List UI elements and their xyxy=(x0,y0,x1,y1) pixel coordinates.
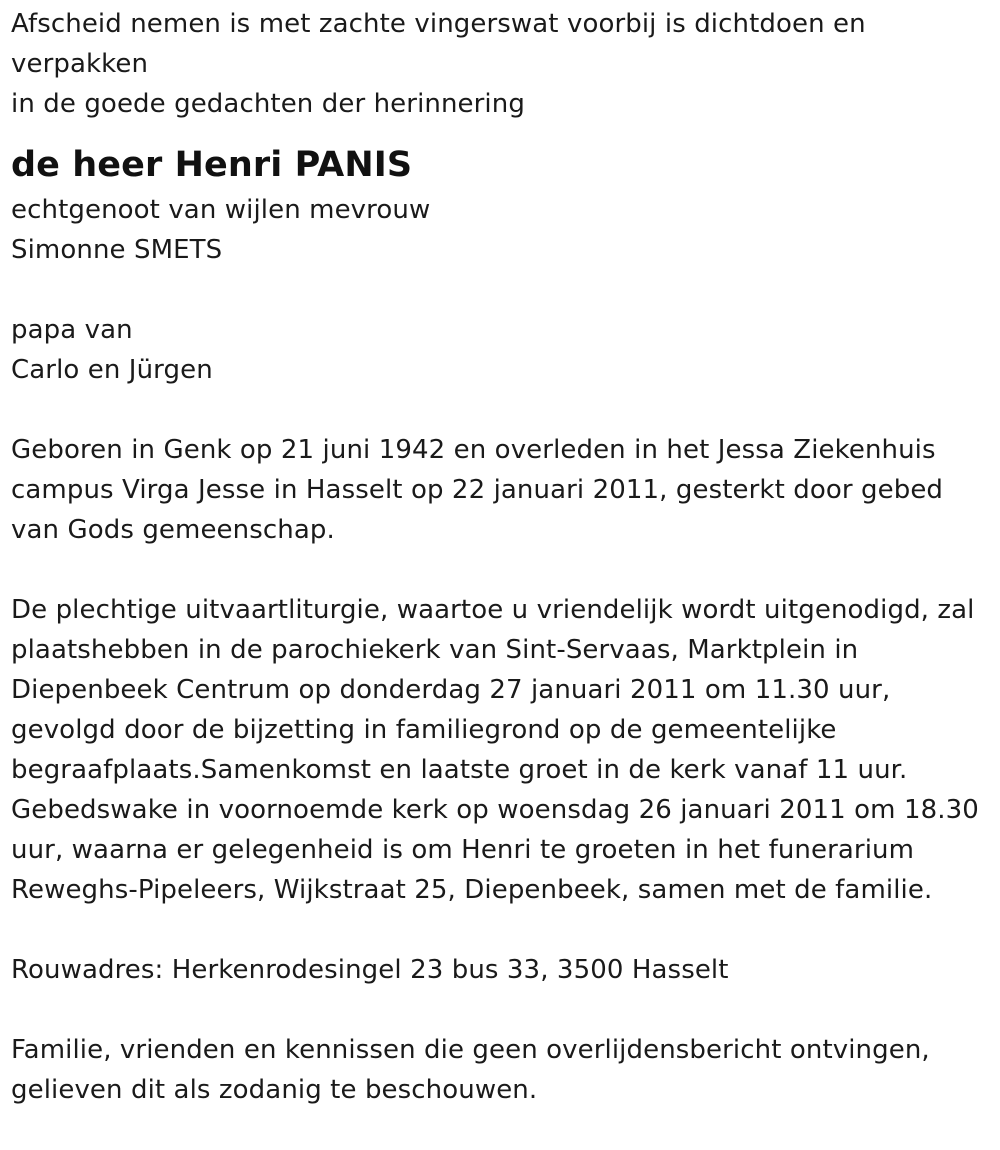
birth-death-line-3: van Gods gemeenschap. xyxy=(11,515,335,545)
funeral-line-5: begraafplaats.Samenkomst en laatste groet in de kerk vanaf 11 uur. xyxy=(11,755,908,785)
funeral-line-1: De plechtige uitvaartliturgie, waartoe u vriendelijk wordt uitgenodigd, zal xyxy=(11,595,975,625)
children-names: Carlo en Jürgen xyxy=(11,355,213,385)
spacer xyxy=(11,550,993,590)
spacer xyxy=(11,270,993,310)
funeral-paragraph xyxy=(11,590,993,910)
children-section xyxy=(11,310,993,390)
spouse-line-2: Simonne SMETS xyxy=(11,235,223,265)
obituary-notice xyxy=(11,4,993,1110)
funeral-line-6: Gebedswake in voornoemde kerk op woensdag 26 januari 2011 om 18.30 xyxy=(11,795,979,825)
spouse-line-1: echtgenoot van wijlen mevrouw xyxy=(11,195,431,225)
intro-line-1: Afscheid nemen is met zachte vingerswat voorbij is dichtdoen en xyxy=(11,9,866,39)
children-label: papa van xyxy=(11,315,133,345)
closing-line-2: gelieven dit als zodanig te beschouwen. xyxy=(11,1075,538,1105)
deceased-name: de heer Henri PANIS xyxy=(11,145,413,185)
closing-line-1: Familie, vrienden en kennissen die geen overlijdensbericht ontvingen, xyxy=(11,1035,930,1065)
birth-death-paragraph xyxy=(11,430,993,550)
funeral-line-7: uur, waarna er gelegenheid is om Henri te groeten in het funerarium xyxy=(11,835,915,865)
spacer xyxy=(11,390,993,430)
intro-verse xyxy=(11,4,993,124)
mourning-address: Rouwadres: Herkenrodesingel 23 bus 33, 3500 Hasselt xyxy=(11,955,729,985)
funeral-line-4: gevolgd door de bijzetting in familiegrond op de gemeentelijke xyxy=(11,715,837,745)
intro-line-2: verpakken xyxy=(11,49,149,79)
birth-death-line-2: campus Virga Jesse in Hasselt op 22 januari 2011, gesterkt door gebed xyxy=(11,475,944,505)
spacer xyxy=(11,910,993,950)
funeral-line-3: Diepenbeek Centrum op donderdag 27 januari 2011 om 11.30 uur, xyxy=(11,675,891,705)
spouse-section xyxy=(11,190,993,270)
spacer xyxy=(11,990,993,1030)
funeral-line-8: Reweghs-Pipeleers, Wijkstraat 25, Diepenbeek, samen met de familie. xyxy=(11,875,933,905)
birth-death-line-1: Geboren in Genk op 21 juni 1942 en overleden in het Jessa Ziekenhuis xyxy=(11,435,936,465)
address-section xyxy=(11,950,993,990)
funeral-line-2: plaatshebben in de parochiekerk van Sint-Servaas, Marktplein in xyxy=(11,635,859,665)
closing-paragraph xyxy=(11,1030,993,1110)
intro-line-3: in de goede gedachten der herinnering xyxy=(11,89,525,119)
